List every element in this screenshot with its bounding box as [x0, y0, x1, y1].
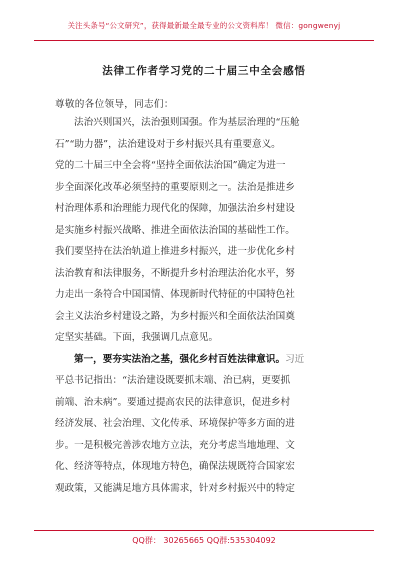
document-title: 法律工作者学习党的二十届三中全会感悟	[102, 65, 306, 77]
salutation: 尊敬的各位领导，同志们：	[55, 99, 174, 110]
section-heading: 第一，要夯实法治之基，	[74, 354, 180, 365]
header-divider	[34, 40, 374, 41]
section-line-tail: 习近	[285, 354, 305, 365]
body-line: 村治理体系和治理能力现代化的保障，加强法治乡村建设	[55, 203, 295, 214]
body-line: 定坚实基础。下面，我强调几点意见。	[55, 332, 219, 343]
body-line: 经济发展、社会治理、文化传承、环境保护等多方面的进	[55, 418, 295, 429]
section-heading-line	[74, 353, 304, 367]
body-line: 法治教育和法律服务，不断提升乡村治理法治化水平，努	[55, 268, 295, 279]
body-line: 步全面深化改革必须坚持的重要原则之一。法治是推进乡	[55, 182, 295, 193]
footer-contact: QQ群： 30265665 QQ群:535304092	[132, 536, 276, 545]
footer-divider	[34, 530, 374, 531]
body-line: 石”“助力器”，法治建设对于乡村振兴具有重要意义。	[55, 139, 281, 150]
header-banner: 关注头条号“公文研究”，获得最新最全最专业的公文资料库！ 微信：gongwenyj	[67, 21, 341, 30]
body-line: 步。一是积极完善涉农地方立法，充分考虑当地地理、文	[55, 440, 295, 451]
body-line: 我们要坚持在法治轨道上推进乡村振兴，进一步优化乡村	[55, 246, 295, 257]
body-line: 观政策，又能满足地方具体需求，针对乡村振兴中的特定	[55, 483, 295, 494]
section-heading-continued: 强化乡村百姓法律意识。	[179, 354, 286, 365]
body-line: 是实施乡村振兴战略、推进全面依法治国的基础性工作。	[55, 225, 295, 236]
body-line: 平总书记指出：“法治建设既要抓末端、治已病，更要抓	[55, 375, 291, 386]
body-line: 党的二十届三中全会将“坚持全面依法治国”确定为进一	[55, 160, 286, 171]
body-line: 力走出一条符合中国国情、体现新时代特征的中国特色社	[55, 289, 295, 300]
body-line: 化、经济等特点，体现地方特色，确保法规既符合国家宏	[55, 461, 295, 472]
body-line: 法治兴则国兴，法治强则国强。作为基层治理的“压舱	[74, 117, 300, 128]
body-line: 会主义法治乡村建设之路，为乡村振兴和全面依法治国奠	[55, 311, 295, 322]
body-line: 前端、治未病”。要通过提高农民的法律意识，促进乡村	[55, 397, 291, 408]
